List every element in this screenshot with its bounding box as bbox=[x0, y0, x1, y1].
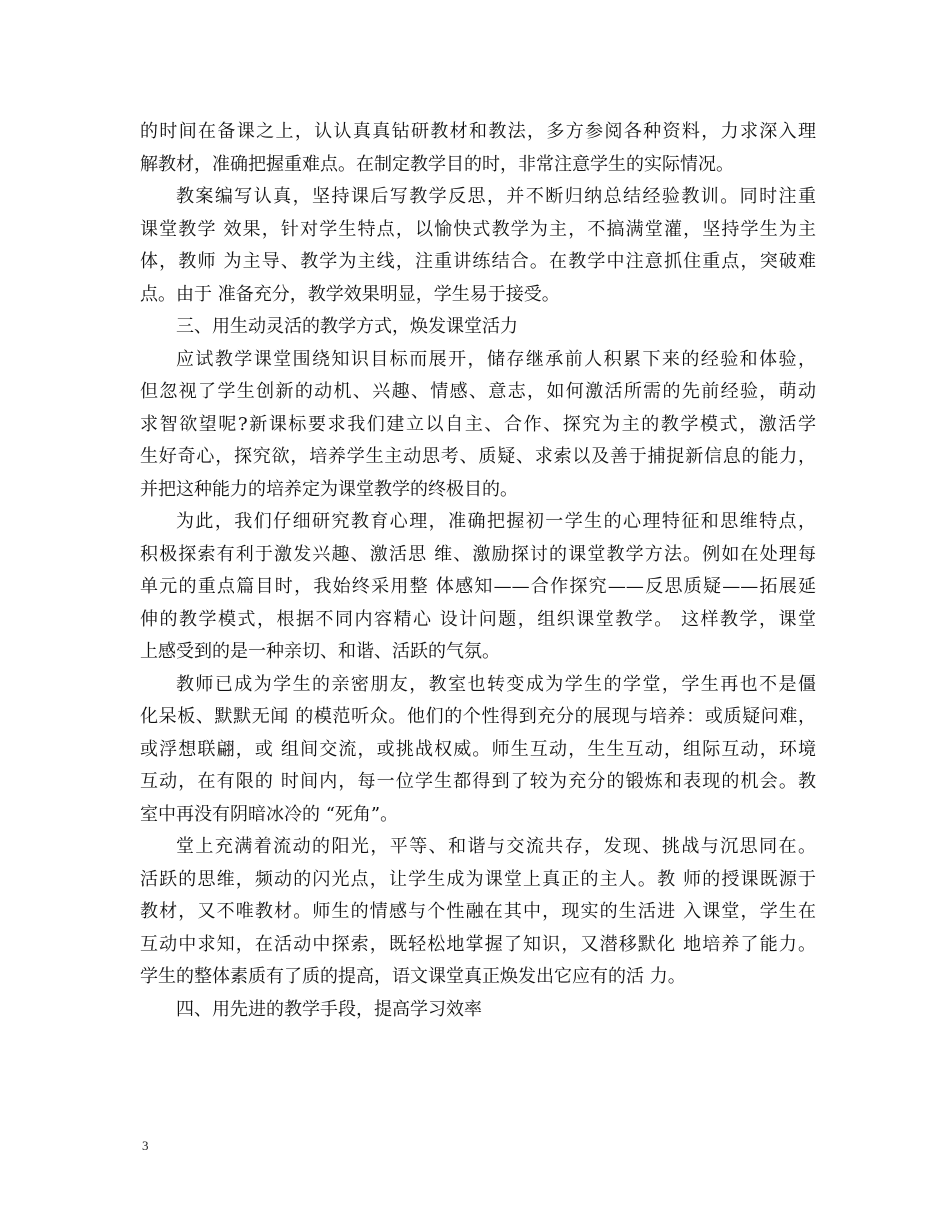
text-line: 教材，又不唯教材。师生的情感与个性融在其中，现实的生活进 入课堂，学生在 bbox=[140, 901, 816, 922]
paragraph-first-line: 堂上充满着流动的阳光，平等、和谐与交流共存，发现、挑战与沉思同在。 bbox=[176, 836, 816, 857]
text-line: 或浮想联翩，或 组间交流，或挑战权威。师生互动，生生互动，组际互动，环境 bbox=[140, 738, 816, 760]
text-line: 求智欲望呢?新课标要求我们建立以自主、合作、探究为主的教学模式，激活学 bbox=[140, 413, 816, 435]
text-line: 单元的重点篇目时，我始终采用整 体感知——合作探究——反思质疑——拓展延 bbox=[140, 576, 816, 597]
text-line: 生好奇心，探究欲，培养学生主动思考、质疑、求索以及善于捕捉新信息的能力， bbox=[140, 446, 816, 467]
section-heading: 四、用先进的教学手段，提高学习效率 bbox=[176, 998, 482, 1020]
text-line: 积极探索有利于激发兴趣、激活思 维、激励探讨的课堂教学方法。例如在处理每 bbox=[140, 543, 816, 565]
text-line: 体，教师 为主导、教学为主线，注重讲练结合。在教学中注意抓住重点，突破难 bbox=[140, 251, 816, 272]
text-line: 的时间在备课之上，认认真真钻研教材和教法，多方参阅各种资料，力求深入理 bbox=[140, 121, 816, 142]
section-heading: 三、用生动灵活的教学方式，焕发课堂活力 bbox=[176, 316, 518, 337]
text-line: 伸的教学模式，根据不同内容精心 设计问题，组织课堂教学。 这样教学，课堂 bbox=[140, 608, 816, 630]
text-line: 室中再没有阴暗冰冷的 “死角”。 bbox=[140, 803, 399, 825]
paragraph-first-line: 应试教学课堂围绕知识目标而展开，储存继承前人积累下来的经验和体验， bbox=[176, 348, 816, 370]
text-line: 但忽视了学生创新的动机、兴趣、情感、意志，如何激活所需的先前经验，萌动 bbox=[140, 381, 816, 402]
text-line: 互动，在有限的 时间内，每一位学生都得到了较为充分的锻炼和表现的机会。教 bbox=[140, 771, 816, 792]
text-line: 互动中求知，在活动中探索，既轻松地掌握了知识，又潜移默化 地培养了能力。 bbox=[140, 933, 816, 955]
body-text bbox=[140, 118, 816, 1028]
text-line: 学生的整体素质有了质的提高，语文课堂真正焕发出它应有的活 力。 bbox=[140, 966, 686, 987]
text-line: 课堂教学 效果，针对学生特点，以愉快式教学为主，不搞满堂灌，坚持学生为主 bbox=[140, 218, 816, 240]
text-line: 解教材，准确把握重难点。在制定教学目的时，非常注意学生的实际情况。 bbox=[140, 153, 734, 175]
paragraph-first-line: 教案编写认真，坚持课后写教学反思，并不断归纳总结经验教训。同时注重 bbox=[176, 186, 816, 207]
text-line: 活跃的思维，频动的闪光点，让学生成为课堂上真正的主人。教 师的授课既源于 bbox=[140, 868, 816, 890]
page-number: 3 bbox=[142, 1138, 149, 1153]
text-line: 并把这种能力的培养定为课堂教学的终极目的。 bbox=[140, 478, 518, 500]
text-line: 点。由于 准备充分，教学效果明显，学生易于接受。 bbox=[140, 283, 560, 305]
paragraph-first-line: 教师已成为学生的亲密朋友，教室也转变成为学生的学堂，学生再也不是僵 bbox=[176, 673, 816, 695]
paragraph-first-line: 为此，我们仔细研究教育心理，准确把握初一学生的心理特征和思维特点， bbox=[176, 511, 816, 532]
text-line: 化呆板、默默无闻 的模范听众。他们的个性得到充分的展现与培养：或质疑问难， bbox=[140, 706, 816, 727]
text-line: 上感受到的是一种亲切、和谐、活跃的气氛。 bbox=[140, 641, 500, 662]
